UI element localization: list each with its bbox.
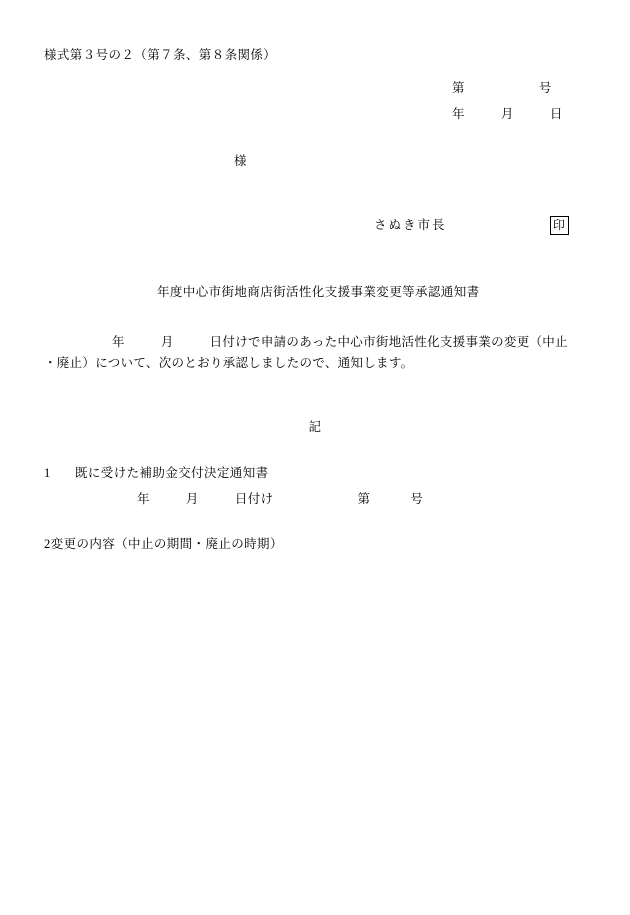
seal-stamp: 印 [550,216,569,235]
list-item-2 [44,535,586,554]
document-number-prefix: 第 [452,80,465,95]
list-item-1-sub [44,490,586,509]
list-item-2-number: 2 [44,537,51,551]
issue-date-month: 月 [500,106,514,121]
body-paragraph [44,332,586,375]
addressee-row: 様 [234,154,247,169]
sub-day: 日付け [234,492,274,507]
body-date-year: 年 [112,334,125,349]
issuer-name: さぬき市長 [374,218,447,233]
document-number-row [44,79,586,98]
sub-number-prefix: 第 [357,492,371,507]
list-item-1-text: 既に受けた補助金交付決定通知書 [75,465,269,480]
page-title: 年度中心市街地商店街活性化支援事業変更等承認通知書 [157,285,480,299]
list-item-2-text: 変更の内容（中止の期間・廃止の時期） [50,537,283,551]
issue-date-day: 日 [549,106,563,121]
sub-number-suffix: 号 [410,492,424,507]
body-second-line: ・廃止）について、次のとおり承認しましたので、通知します。 [44,356,414,371]
issue-date-row [44,105,586,124]
ki-heading: 記 [308,419,322,434]
document-number-suffix: 号 [538,80,552,95]
issuer-row [44,216,586,235]
sub-year: 年 [137,492,150,507]
form-number: 様式第３号の２（第７条、第８条関係） [44,48,277,62]
list-item-1-number: 1 [44,465,51,480]
body-date-month: 月 [160,334,174,349]
list-item-1 [44,464,586,483]
issue-date-year: 年 [452,106,465,121]
sub-month: 月 [185,492,199,507]
body-date-day-text: 日付けで申請のあった中心市街地活性化支援事業の変更（中止 [209,334,568,349]
